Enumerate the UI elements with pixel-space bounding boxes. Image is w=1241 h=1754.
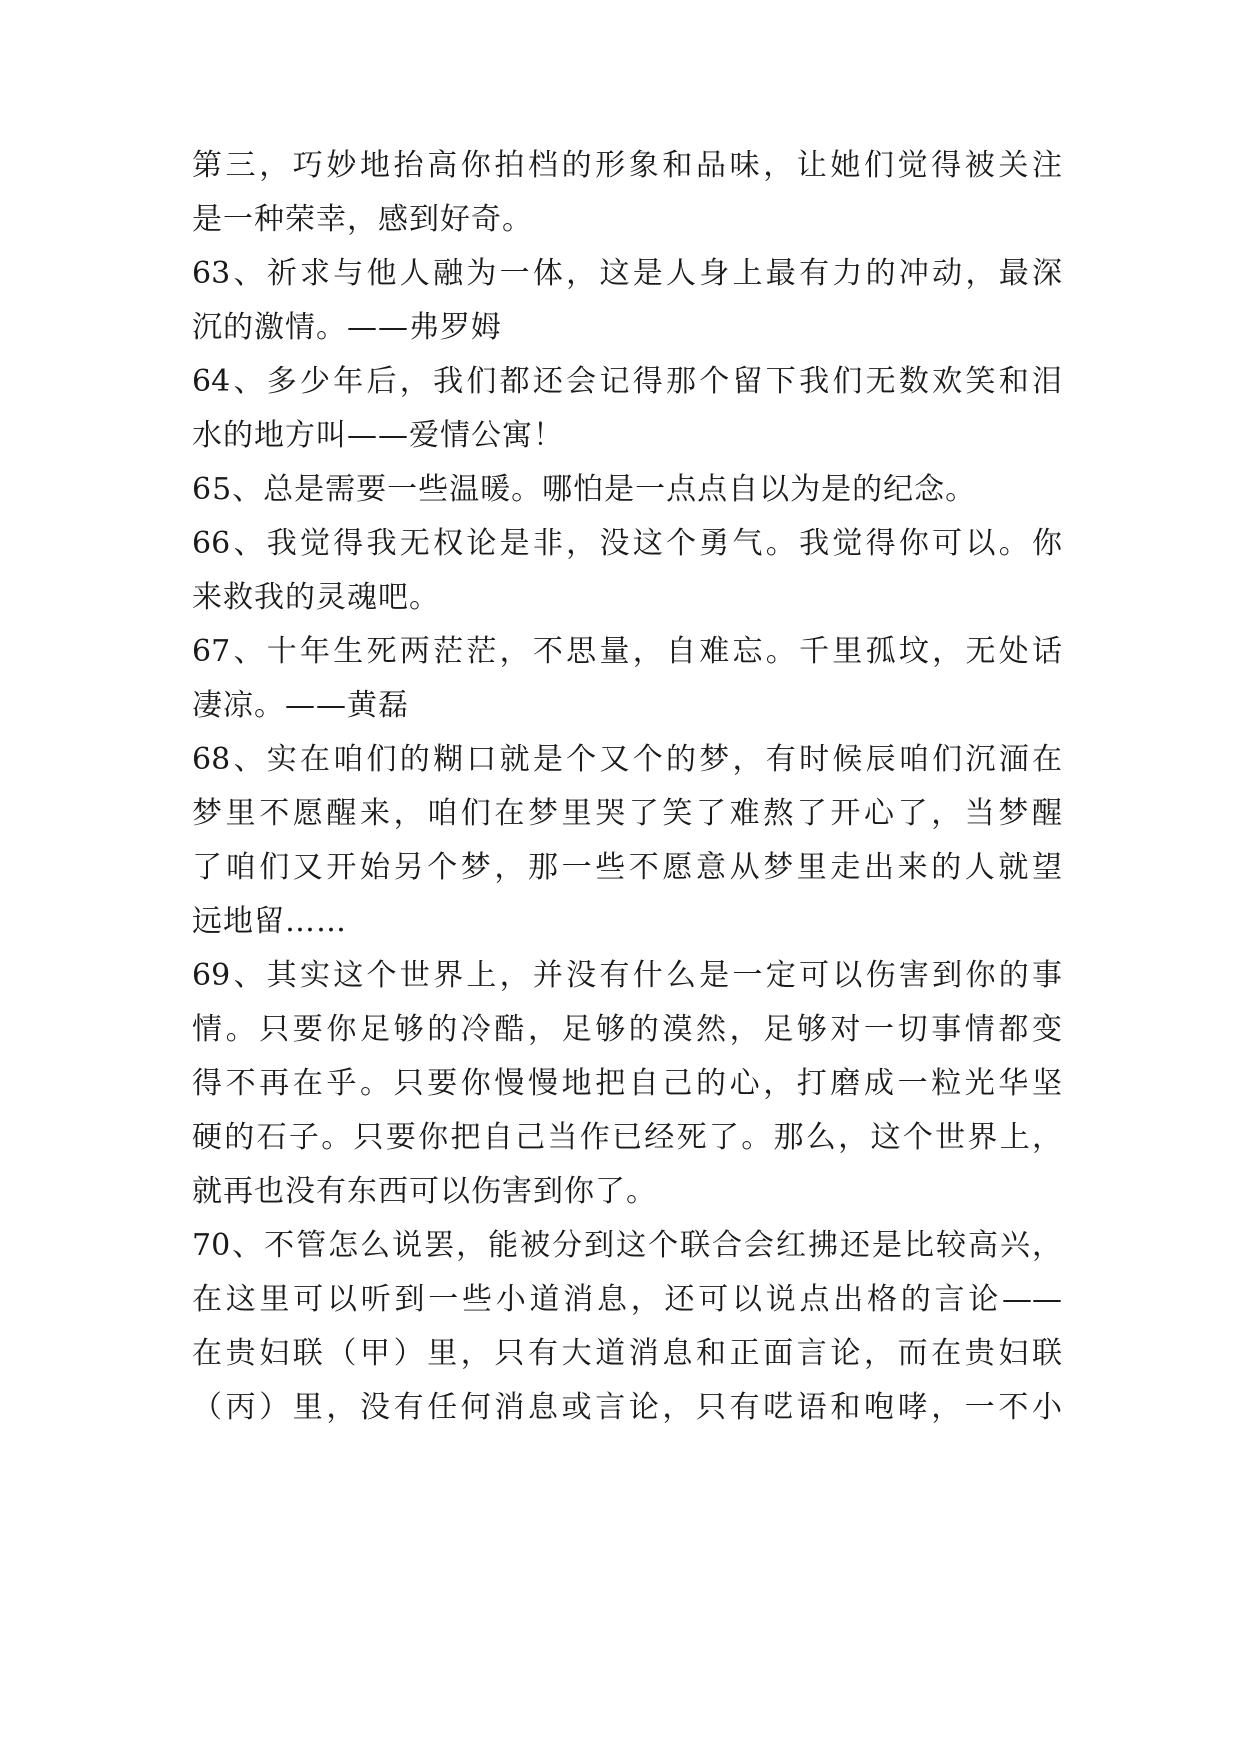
text-line: 远地留…… (192, 904, 347, 939)
text-line: 63、祈求与他人融为一体，这是人身上最有力的冲动，最深 (192, 256, 1062, 291)
text-line: 梦里不愿醒来，咱们在梦里哭了笑了难熬了开心了，当梦醒 (192, 796, 1062, 831)
text-line: 64、多少年后，我们都还会记得那个留下我们无数欢笑和泪 (192, 364, 1062, 399)
text-line: 在贵妇联（甲）里，只有大道消息和正面言论，而在贵妇联 (192, 1336, 1062, 1371)
text-line: 第三，巧妙地抬高你拍档的形象和品味，让她们觉得被关注 (192, 148, 1062, 183)
text-line: 是一种荣幸，感到好奇。 (192, 202, 533, 237)
text-line: 67、十年生死两茫茫，不思量，自难忘。千里孤坟，无处话 (192, 634, 1062, 669)
text-line: 68、实在咱们的糊口就是个又个的梦，有时候辰咱们沉湎在 (192, 742, 1062, 777)
text-line: 情。只要你足够的冷酷，足够的漠然，足够对一切事情都变 (192, 1012, 1062, 1047)
text-line: 凄凉。——黄磊 (192, 688, 409, 723)
text-line: 69、其实这个世界上，并没有什么是一定可以伤害到你的事 (192, 958, 1062, 993)
text-line: 65、总是需要一些温暖。哪怕是一点点自以为是的纪念。 (192, 472, 977, 507)
text-line: 硬的石子。只要你把自己当作已经死了。那么，这个世界上， (192, 1120, 1062, 1155)
text-line: 沉的激情。——弗罗姆 (192, 310, 502, 345)
text-line: 得不再在乎。只要你慢慢地把自己的心，打磨成一粒光华坚 (192, 1066, 1062, 1101)
text-line: 就再也没有东西可以伤害到你了。 (192, 1174, 657, 1209)
text-line: 66、我觉得我无权论是非，没这个勇气。我觉得你可以。你 (192, 526, 1062, 561)
text-line: 水的地方叫——爱情公寓！ (192, 418, 564, 453)
text-line: （丙）里，没有任何消息或言论，只有呓语和咆哮，一不小 (192, 1390, 1062, 1425)
text-line: 70、不管怎么说罢，能被分到这个联合会红拂还是比较高兴， (192, 1228, 1062, 1263)
text-line: 在这里可以听到一些小道消息，还可以说点出格的言论—— (192, 1282, 1062, 1317)
text-line: 了咱们又开始另个梦，那一些不愿意从梦里走出来的人就望 (192, 850, 1062, 885)
text-line: 来救我的灵魂吧。 (192, 580, 440, 615)
